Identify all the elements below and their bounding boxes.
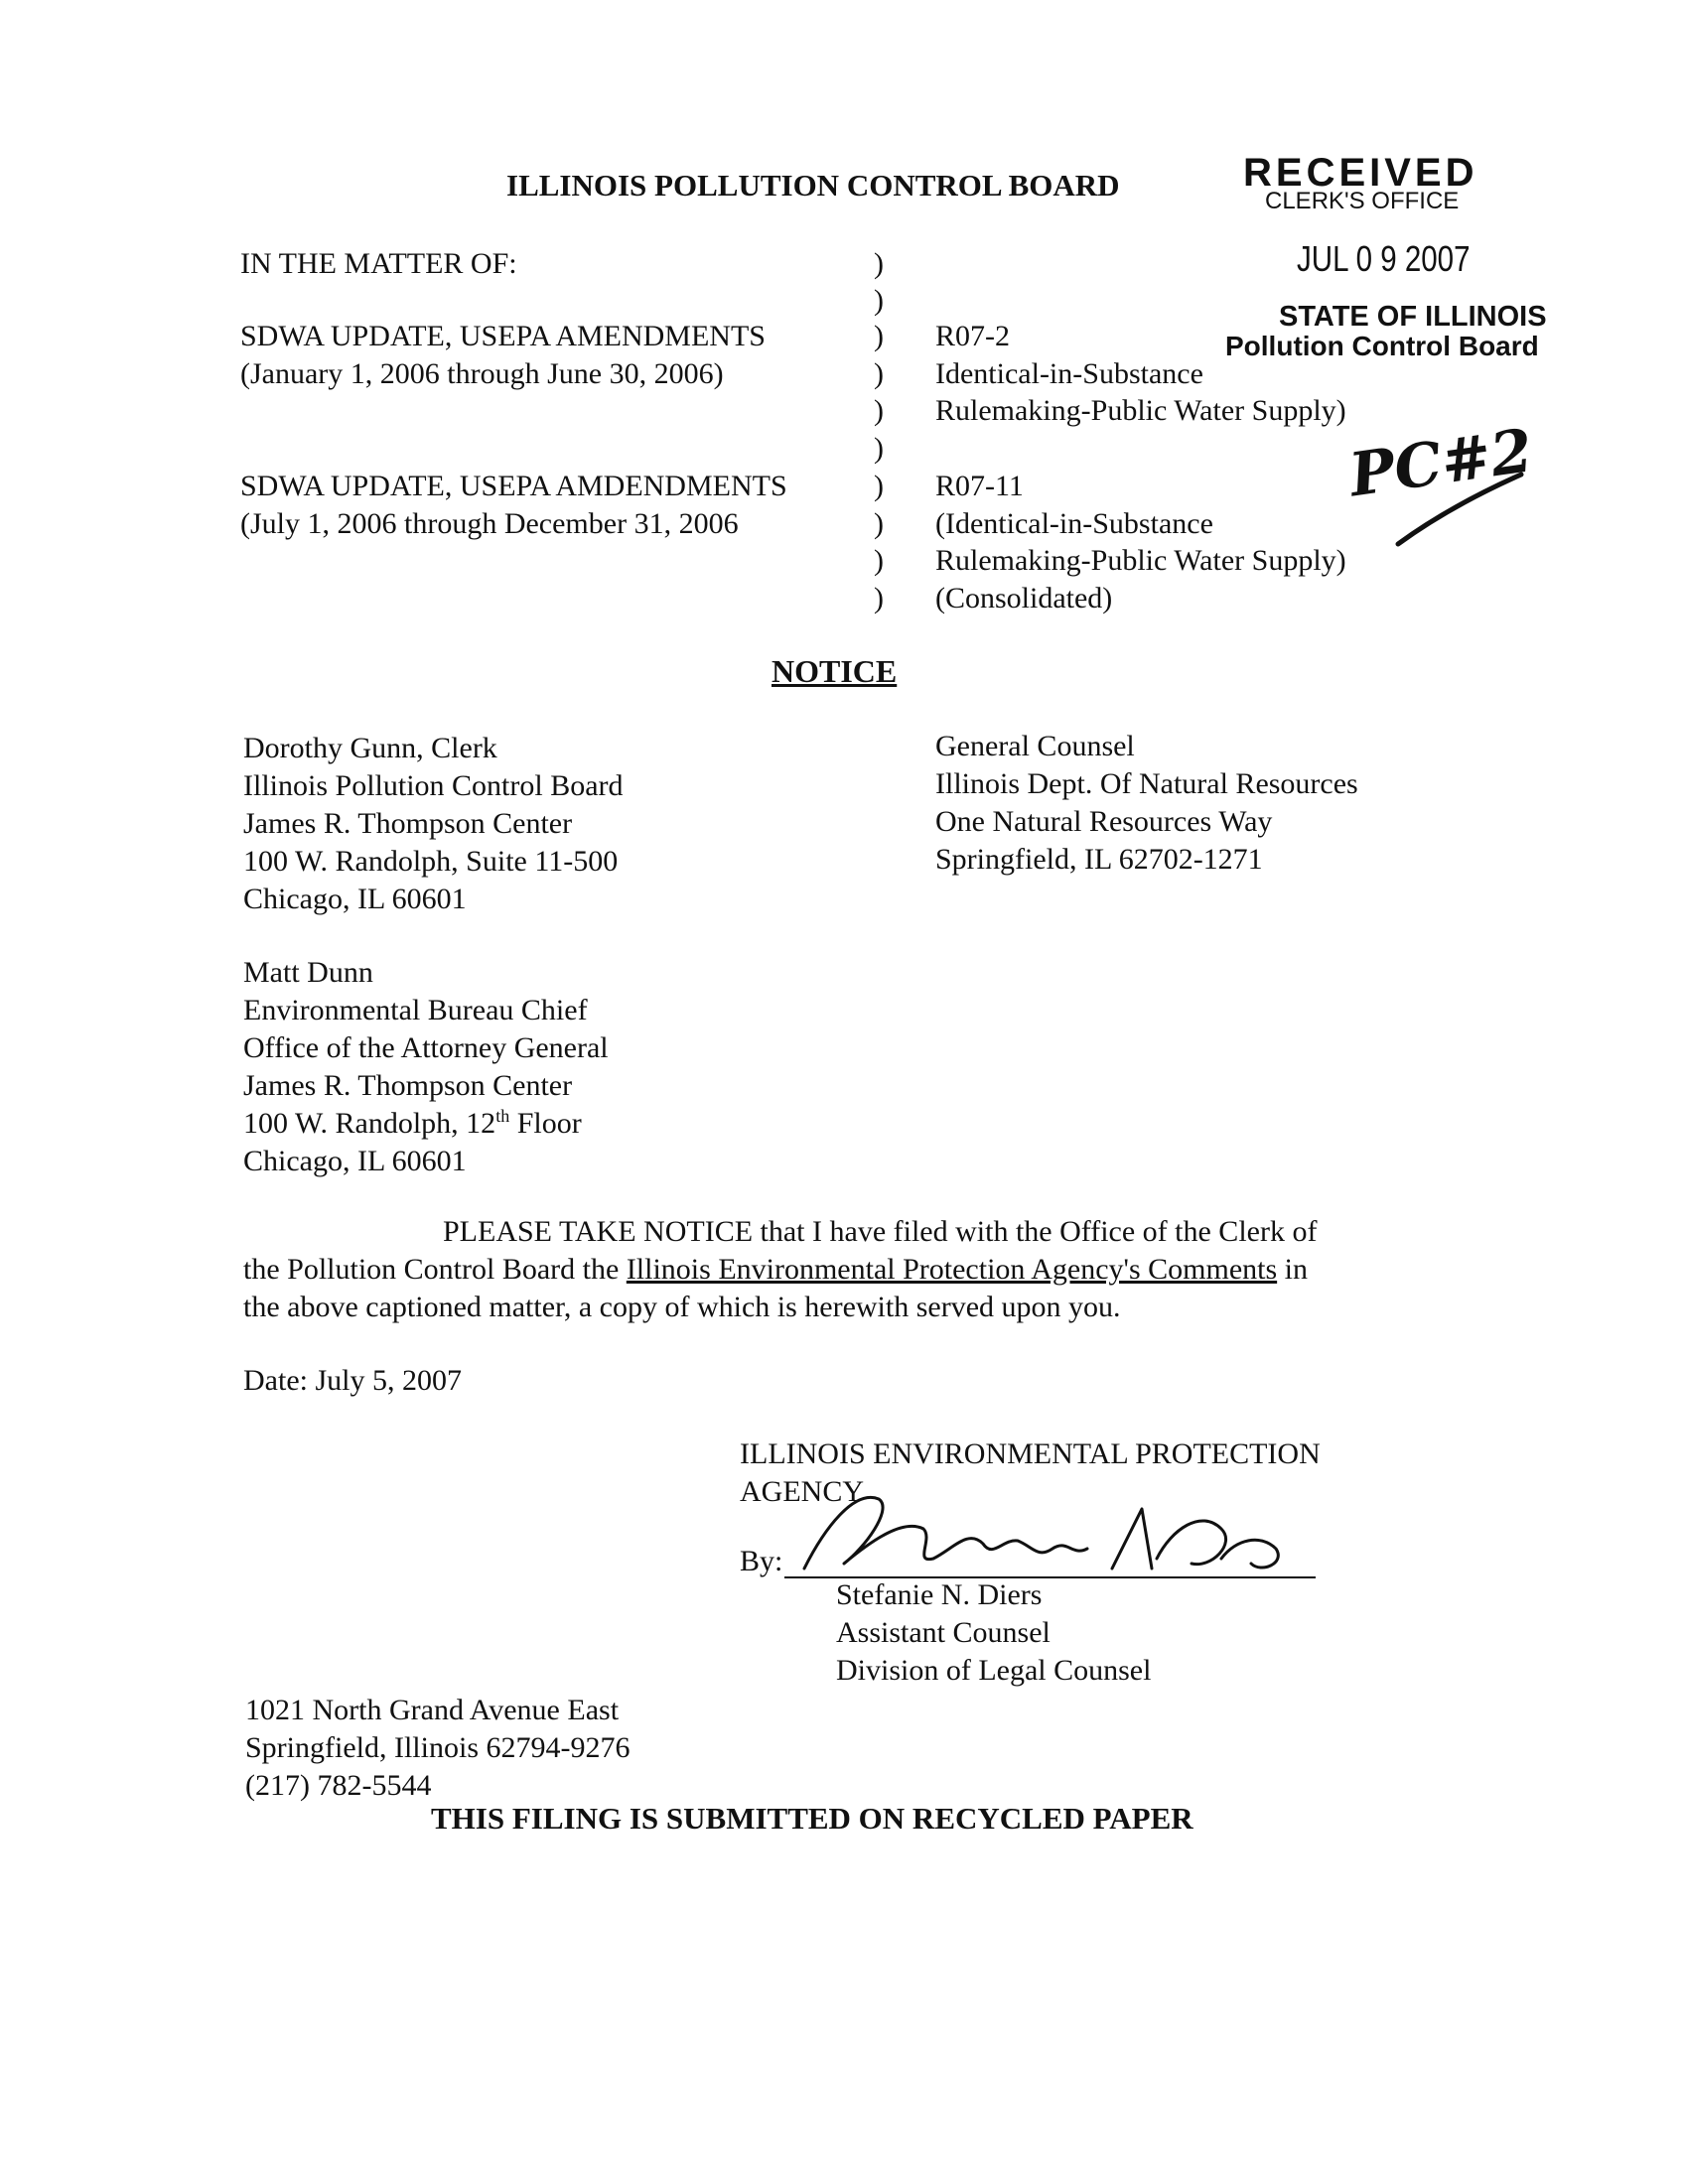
body-line-1: PLEASE TAKE NOTICE that I have filed with the Office of the Clerk of: [443, 1215, 1318, 1248]
address-street: 100 W. Randolph, 12: [243, 1107, 496, 1140]
signer-division: Division of Legal Counsel: [836, 1654, 1152, 1687]
paren: ): [874, 357, 884, 390]
address-line: 1021 North Grand Avenue East: [245, 1694, 620, 1726]
address-line: Dorothy Gunn, Clerk: [243, 732, 497, 764]
caption-case1-title: SDWA UPDATE, USEPA AMENDMENTS: [240, 320, 766, 352]
handwritten-pc-code: PC#2: [1345, 416, 1537, 511]
caption-r2-type: (Identical-in-Substance: [935, 507, 1213, 540]
paren: ): [874, 320, 884, 352]
address-line: Springfield, IL 62702-1271: [935, 843, 1263, 876]
address-line: Springfield, Illinois 62794-9276: [245, 1731, 631, 1764]
agency-name-line-2: AGENCY: [740, 1475, 864, 1508]
stamp-board: Pollution Control Board: [1225, 331, 1539, 361]
signature-by-label: By:: [740, 1545, 783, 1577]
address-line: Environmental Bureau Chief: [243, 994, 588, 1026]
body-line-2-start: the Pollution Control Board the: [243, 1253, 627, 1286]
address-floor: Floor: [509, 1107, 582, 1140]
date-line: Date: July 5, 2007: [243, 1364, 462, 1397]
address-line: Office of the Attorney General: [243, 1031, 609, 1064]
body-line-3: the above captioned matter, a copy of which is herewith served upon you.: [243, 1291, 1121, 1323]
stamp-received: RECEIVED: [1243, 151, 1478, 195]
address-line: Chicago, IL 60601: [243, 883, 467, 915]
recipient-counsel-block: [935, 728, 1358, 879]
address-line: Matt Dunn: [243, 956, 373, 989]
signer-title: Assistant Counsel: [836, 1616, 1051, 1649]
address-line: James R. Thompson Center: [243, 1069, 573, 1102]
paren: ): [874, 544, 884, 577]
address-line: James R. Thompson Center: [243, 807, 573, 840]
paren: ): [874, 432, 884, 465]
handwritten-underline-stroke: [1390, 467, 1529, 556]
address-line: (217) 782-5544: [245, 1769, 432, 1802]
paren: ): [874, 247, 884, 280]
notice-title: NOTICE: [772, 653, 898, 689]
stamp-state: STATE OF ILLINOIS: [1279, 301, 1547, 333]
paren: ): [874, 582, 884, 614]
caption-matter-of: IN THE MATTER OF:: [240, 247, 517, 280]
address-line: Chicago, IL 60601: [243, 1145, 467, 1177]
signer-name: Stefanie N. Diers: [836, 1578, 1043, 1611]
agency-name-line-1: ILLINOIS ENVIRONMENTAL PROTECTION: [740, 1437, 1321, 1470]
address-line-floor: [243, 1105, 609, 1143]
agency-address-block: [245, 1692, 630, 1805]
stamp-date: JUL 0 9 2007: [1297, 238, 1471, 279]
stamp-clerks-office: CLERK'S OFFICE: [1265, 188, 1460, 214]
ordinal-suffix: th: [495, 1106, 510, 1126]
paren: ): [874, 284, 884, 317]
caption-r2-consolidated: (Consolidated): [935, 582, 1113, 614]
board-title: ILLINOIS POLLUTION CONTROL BOARD: [506, 168, 1120, 203]
comments-title: Illinois Environmental Protection Agency's Comments: [626, 1253, 1278, 1286]
paren: ): [874, 507, 884, 540]
recycled-paper-footer: THIS FILING IS SUBMITTED ON RECYCLED PAPER: [431, 1801, 1193, 1836]
caption-case2-dates: (July 1, 2006 through December 31, 2006: [240, 507, 739, 540]
caption-case2-title: SDWA UPDATE, USEPA AMDENDMENTS: [240, 470, 787, 502]
caption-case1-dates: (January 1, 2006 through June 30, 2006): [240, 357, 724, 390]
paren: ): [874, 394, 884, 427]
caption-r1-type: Identical-in-Substance: [935, 357, 1203, 390]
caption-r1-rulemaking: Rulemaking-Public Water Supply): [935, 394, 1346, 427]
address-line: 100 W. Randolph, Suite 11-500: [243, 845, 619, 878]
recipient-clerk-block: [243, 730, 624, 918]
handwritten-signature: [784, 1469, 1301, 1588]
address-line: General Counsel: [935, 730, 1135, 762]
address-line: One Natural Resources Way: [935, 805, 1273, 838]
caption-r2-number: R07-11: [935, 470, 1024, 502]
body-line-2: [243, 1251, 1308, 1289]
recipient-ag-block: [243, 954, 609, 1180]
address-line: Illinois Dept. Of Natural Resources: [935, 767, 1358, 800]
paren: ): [874, 470, 884, 502]
address-line: Illinois Pollution Control Board: [243, 769, 624, 802]
body-line-2-end: in: [1277, 1253, 1308, 1286]
caption-r1-number: R07-2: [935, 320, 1010, 352]
caption-r2-rulemaking: Rulemaking-Public Water Supply): [935, 544, 1346, 577]
